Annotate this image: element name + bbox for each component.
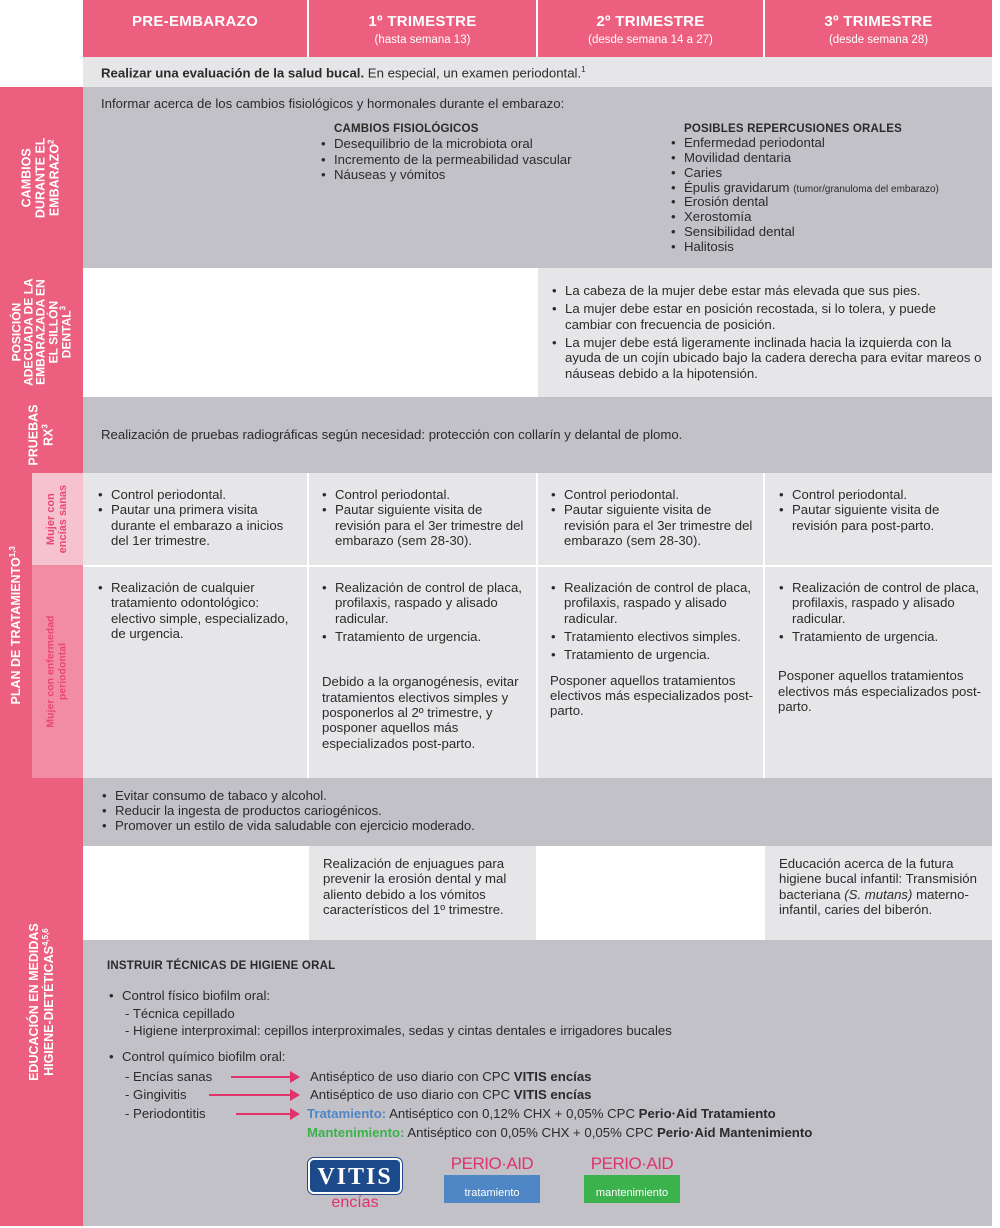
rx-content xyxy=(83,397,992,473)
vitis-logo: VITIS xyxy=(308,1158,402,1194)
posicion-empty xyxy=(83,268,538,397)
list-item: • La mujer debe estar en posición recostada, si lo tolera, y puede cambiar con frecuencia de posición. xyxy=(550,301,982,332)
header-pre-embarazo xyxy=(83,0,307,57)
header-trimestre-2 xyxy=(538,0,763,57)
evaluation-text: En especial, un examen periodontal. xyxy=(364,65,582,81)
list-item: • Reducir la ingesta de productos cariogénicos. xyxy=(100,804,992,819)
list-item: • Xerostomía xyxy=(669,210,989,225)
plan-perio-t2-note: Posponer aquellos tratamientos electivos más especializados post-parto. xyxy=(550,672,754,719)
list-item: - Técnica cepillado xyxy=(125,1006,235,1022)
vitis-logo-sub: encías xyxy=(331,1194,379,1211)
list-item: • Tratamiento electivos simples. xyxy=(549,629,755,644)
q-gingivitis-label: - Gingivitis xyxy=(125,1087,187,1102)
list-item: • Control periodontal. xyxy=(777,487,982,502)
list-item: • Tratamiento de urgencia. xyxy=(320,629,528,644)
arrow-icon xyxy=(236,1113,291,1115)
cambios-repercusiones xyxy=(669,123,989,255)
header-t1-subtitle: (hasta semana 13) xyxy=(374,34,471,47)
control-fisico xyxy=(107,988,967,1038)
arrow-icon xyxy=(209,1094,291,1096)
posicion-content xyxy=(538,268,992,397)
educacion-t2-empty xyxy=(538,846,763,940)
header-trimestre-1 xyxy=(309,0,536,57)
list-item: • Realización de cualquier tratamiento odontológico: electivo simple, especializado, de urgencia. xyxy=(96,580,297,641)
educacion-higiene xyxy=(83,940,992,1226)
list-item: • Pautar siguiente visita de revisión para el 3er trimestre del embarazo (sem 28-30). xyxy=(549,502,753,548)
cambios-intro: Informar acerca de los cambios fisiológicos y hormonales durante el embarazo: xyxy=(101,96,565,111)
header-t2-title: 2º TRIMESTRE xyxy=(596,13,705,30)
list-item: • Pautar una primera visita durante el embarazo a inicios del 1er trimestre. xyxy=(96,502,297,548)
educacion-label: EDUCACIÓN EN MEDIDAS HIGIENE-DIETÉTICAS$^{4,5,6}$ xyxy=(0,778,83,1226)
list-item: • Incremento de la permeabilidad vascular xyxy=(319,152,649,167)
fisio-title: CAMBIOS FISIOLÓGICOS xyxy=(334,123,479,135)
arrow-icon xyxy=(231,1076,291,1078)
control-quimico xyxy=(107,1049,967,1064)
perioaid-mantenimiento-band: mantenimiento xyxy=(584,1175,680,1203)
list-item: • Control químico biofilm oral: xyxy=(107,1049,967,1064)
q-periodontitis-label: - Periodontitis xyxy=(125,1106,206,1121)
list-item: • Náuseas y vómitos xyxy=(319,167,649,182)
list-item: • Tratamiento de urgencia. xyxy=(777,629,984,644)
list-item: • Evitar consumo de tabaco y alcohol. xyxy=(100,789,992,804)
q-encias-text: Antiséptico de uso diario con CPC VITIS encías xyxy=(310,1069,592,1084)
list-item: • Realización de control de placa, profilaxis, raspado y alisado radicular. xyxy=(777,580,984,626)
evaluation-bold: Realizar una evaluación de la salud bucal. xyxy=(101,65,365,81)
list-item: • Enfermedad periodontal xyxy=(669,136,989,151)
educacion-general xyxy=(83,778,992,846)
educacion-t1-text: Realización de enjuagues para prevenir la erosión dental y mal aliento debido a los vómitos característicos del 1º trimestre. xyxy=(323,856,507,917)
plan-sanas-pre xyxy=(83,473,307,565)
list-item: - Higiene interproximal: cepillos interproximales, sedas y cintas dentales e irrigadores bucales xyxy=(125,1022,672,1038)
perioaid-tratamiento-band: tratamiento xyxy=(444,1175,540,1203)
list-item: • Erosión dental xyxy=(669,195,989,210)
list-item: • Épulis gravidarum (tumor/granuloma del embarazo) xyxy=(669,181,989,196)
q-tratamiento-text: Tratamiento: Antiséptico con 0,12% CHX + 0,05% CPC Perio·Aid Tratamiento xyxy=(307,1106,776,1121)
educacion-pre-empty xyxy=(83,846,307,940)
list-item: • Caries xyxy=(669,166,989,181)
list-item: • Control periodontal. xyxy=(96,487,297,502)
plan-sanas-t2 xyxy=(538,473,763,565)
plan-perio-t2 xyxy=(538,567,763,778)
evaluation-ref: 1 xyxy=(581,65,586,74)
epulis-note: (tumor/granuloma del embarazo) xyxy=(793,183,939,195)
plan-perio-t1 xyxy=(309,567,536,778)
list-item: • Realización de control de placa, profilaxis, raspado y alisado radicular. xyxy=(549,580,755,626)
posicion-label: POSICIÓN ADECUADA DE LA EMBARAZADA EN EL SILLÓN DENTAL$^3$ xyxy=(0,268,83,397)
plan-perio-t1-note: Debido a la organogénesis, evitar tratamientos electivos simples y posponerlos al 2º trimestre, y posponer aquellos más especializados post-parto. xyxy=(322,674,519,751)
plan-perio-label: Mujer con enfermedad periodontal xyxy=(32,565,83,778)
q-encias-label: - Encías sanas xyxy=(125,1069,213,1084)
plan-perio-t3 xyxy=(765,567,992,778)
perioaid-tratamiento-logo: PERIO·AID xyxy=(450,1154,534,1173)
plan-sanas-label: Mujer con encías sanas xyxy=(32,473,83,565)
cambios-fisiologicos xyxy=(319,123,649,182)
plan-perio-t3-note: Posponer aquellos tratamientos electivos más especializados post-parto. xyxy=(778,668,982,714)
posicion-list xyxy=(550,283,982,381)
header-t2-subtitle: (desde semana 14 a 27) xyxy=(588,34,713,47)
list-item: • Pautar siguiente visita de revisión para el 3er trimestre del embarazo (sem 28-30). xyxy=(320,502,526,548)
list-item: • Realización de control de placa, profilaxis, raspado y alisado radicular. xyxy=(320,580,528,626)
q-mantenimiento-text: Mantenimiento: Antiséptico con 0,05% CHX + 0,05% CPC Perio·Aid Mantenimiento xyxy=(307,1125,813,1140)
q-gingivitis-text: Antiséptico de uso diario con CPC VITIS encías xyxy=(310,1087,592,1102)
fisio-list xyxy=(319,136,649,182)
list-item: • Control periodontal. xyxy=(549,487,753,502)
rx-text: Realización de pruebas radiográficas según necesidad: protección con collarín y delantal de plomo. xyxy=(101,427,683,442)
reper-list xyxy=(669,136,989,254)
list-item: • Movilidad dentaria xyxy=(669,151,989,166)
perioaid-mantenimiento-logo: PERIO·AID xyxy=(590,1154,674,1173)
header-t3-title: 3º TRIMESTRE xyxy=(824,13,933,30)
cambios-content xyxy=(83,87,992,268)
higiene-title: INSTRUIR TÉCNICAS DE HIGIENE ORAL xyxy=(107,960,336,972)
plan-label: PLAN DE TRATAMIENTO$^{1,3}$ xyxy=(0,473,32,778)
plan-sanas-t3 xyxy=(765,473,992,565)
list-item: • Control físico biofilm oral: xyxy=(107,988,967,1003)
list-item: • La cabeza de la mujer debe estar más elevada que sus pies. xyxy=(550,283,982,298)
list-item: • Control periodontal. xyxy=(320,487,526,502)
rx-label: PRUEBAS $RX^3$ xyxy=(0,397,83,473)
list-item: • Promover un estilo de vida saludable con ejercicio moderado. xyxy=(100,819,992,834)
educacion-t1 xyxy=(309,846,536,940)
list-item: • La mujer debe está ligeramente inclinada hacia la izquierda con la ayuda de un cojín ubicado bajo la cadera derecha para evitar mareos o náuseas debido a la hipotensión. xyxy=(550,335,982,381)
cambios-label: CAMBIOS DURANTE EL EMBARAZO$^2$ xyxy=(0,87,83,268)
list-item: • Desequilibrio de la microbiota oral xyxy=(319,136,649,151)
reper-title: POSIBLES REPERCUSIONES ORALES xyxy=(684,123,902,135)
header-trimestre-3 xyxy=(765,0,992,57)
header-t3-subtitle: (desde semana 28) xyxy=(828,34,929,47)
header-t1-title: 1º TRIMESTRE xyxy=(368,13,477,30)
list-item: • Pautar siguiente visita de revisión para post-parto. xyxy=(777,502,982,533)
educacion-t3: Educación acerca de la futura higiene bucal infantil: Transmisión bacteriana (S. mutans) materno-infantil, caries del biberón. xyxy=(765,846,992,940)
header-pre-title: PRE-EMBARAZO xyxy=(131,13,259,30)
list-item: • Tratamiento de urgencia. xyxy=(549,647,755,662)
plan-sanas-t1 xyxy=(309,473,536,565)
list-item: • Halitosis xyxy=(669,240,989,255)
plan-perio-pre xyxy=(83,567,307,778)
list-item: • Sensibilidad dental xyxy=(669,225,989,240)
evaluation-row xyxy=(83,57,992,87)
